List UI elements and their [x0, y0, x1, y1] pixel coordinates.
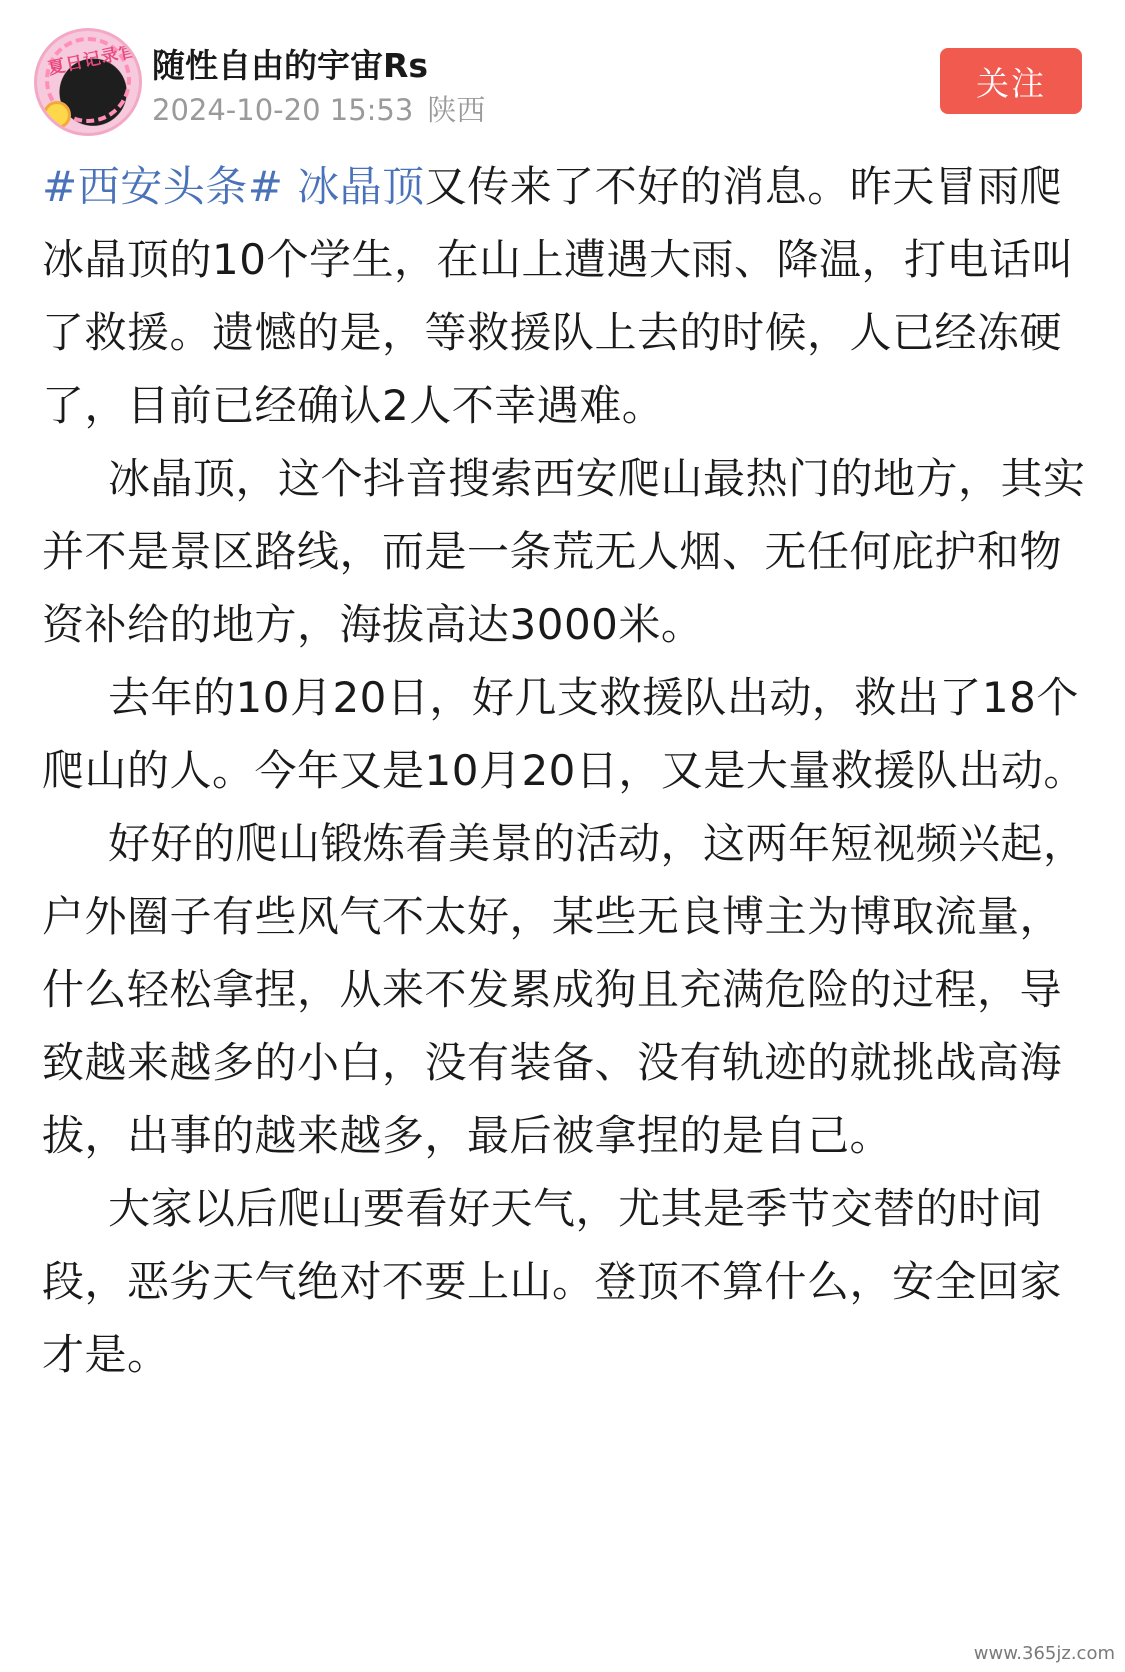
lemon-icon [43, 101, 71, 129]
paragraph-1-text: 又传来了不好的消息。昨天冒雨爬冰晶顶的10个学生，在山上遭遇大雨、降温，打电话叫了救援。遗憾的是，等救援队上去的时候，人已经冻硬了，目前已经确认2人不幸遇难。 [42, 162, 1074, 430]
follow-button[interactable]: 关注 [940, 48, 1082, 114]
post-body [42, 150, 1088, 1391]
author-name[interactable]: 随性自由的宇宙Rs [152, 46, 429, 85]
watermark: www.365jz.com [973, 1643, 1115, 1664]
topic-link[interactable]: 冰晶顶 [297, 162, 425, 211]
paragraph-1 [42, 150, 1088, 442]
topic-hashtag[interactable]: #西安头条# [42, 162, 284, 211]
post-header [0, 0, 1125, 140]
paragraph-3: 去年的10月20日，好几支救援队出动，救出了18个爬山的人。今年又是10月20日，又是大量救援队出动。 [42, 673, 1086, 795]
avatar[interactable] [34, 28, 142, 136]
paragraph-4: 好好的爬山锻炼看美景的活动，这两年短视频兴起，户外圈子有些风气不太好，某些无良博主为博取流量，什么轻松拿捏，从来不发累成狗且充满危险的过程，导致越来越多的小白，没有装备、没有轨迹的就挑战高海拔，出事的越来越多，最后被拿捏的是自己。 [42, 819, 1086, 1160]
paragraph-2: 冰晶顶，这个抖音搜索西安爬山最热门的地方，其实并不是景区路线，而是一条荒无人烟、无任何庇护和物资补给的地方，海拔高达3000米。 [42, 454, 1086, 649]
post-location: 陕西 [427, 93, 486, 127]
post-meta [152, 88, 485, 129]
avatar-badge-text: 夏日记录官 [46, 40, 139, 80]
paragraph-5: 大家以后爬山要看好天气，尤其是季节交替的时间段，恶劣天气绝对不要上山。登顶不算什么，安全回家才是。 [42, 1184, 1063, 1379]
post-timestamp: 2024-10-20 15:53 [152, 93, 414, 127]
